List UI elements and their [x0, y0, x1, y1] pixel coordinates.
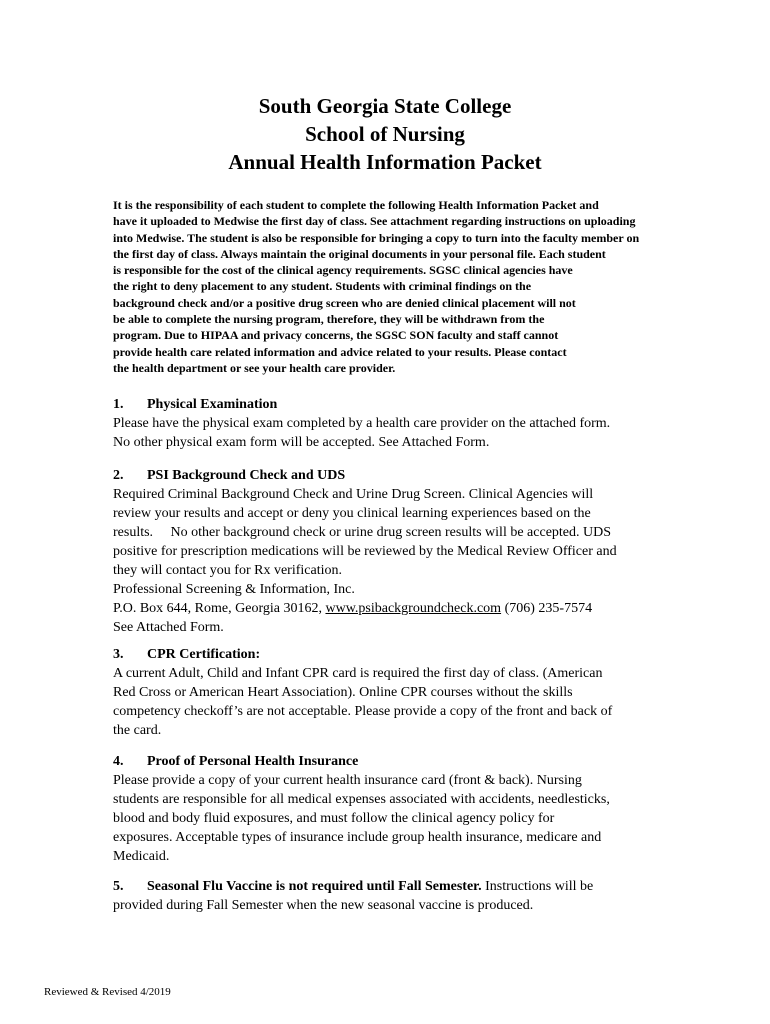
intro-line: provide health care related information and advice related to your results. Please contact	[113, 344, 567, 359]
section-physical-examination	[113, 395, 743, 452]
address-line	[113, 599, 743, 618]
section-line: No other physical exam form will be accepted. See Attached Form.	[113, 435, 490, 450]
section-line: Please provide a copy of your current health insurance card (front & back). Nursing	[113, 773, 582, 788]
section-title-suffix: Instructions will be	[481, 879, 594, 894]
address-text: P.O. Box 644, Rome, Georgia 30162,	[113, 601, 326, 616]
intro-line: be able to complete the nursing program, therefore, they will be withdrawn from the	[113, 312, 545, 327]
section-line: provided during Fall Semester when the new seasonal vaccine is produced.	[113, 898, 534, 913]
intro-line: background check and/or a positive drug screen who are denied clinical placement will not	[113, 295, 576, 310]
intro-line: is responsible for the cost of the clinical agency requirements. SGSC clinical agencies have	[113, 263, 573, 278]
section-line: Professional Screening & Information, Inc.	[113, 582, 355, 597]
phone-number: (706) 235-7574	[501, 601, 593, 616]
section-line: positive for prescription medications will be reviewed by the Medical Review Officer and	[113, 544, 617, 559]
section-line: Red Cross or American Heart Association). Online CPR courses without the skills	[113, 685, 573, 700]
section-heading	[113, 645, 743, 664]
section-line: the card.	[113, 723, 162, 738]
section-title: PSI Background Check and UDS	[147, 468, 346, 483]
intro-line: the first day of class. Always maintain the original documents in your personal file. Each student	[113, 246, 606, 261]
section-number: 5.	[113, 879, 124, 894]
section-heading	[113, 466, 743, 485]
college-name: South Georgia State College	[258, 94, 512, 118]
section-line: competency checkoff’s are not acceptable. Please provide a copy of the front and back of	[113, 704, 613, 719]
section-line: review your results and accept or deny you clinical learning experiences based on the	[113, 506, 591, 521]
section-cpr-certification	[113, 645, 743, 740]
section-line: they will contact you for Rx verification.	[113, 563, 342, 578]
section-background-check	[113, 466, 743, 637]
revision-footer: Reviewed & Revised 4/2019	[44, 986, 171, 998]
section-line: Please have the physical exam completed by a health care provider on the attached form.	[113, 416, 611, 431]
section-number: 3.	[113, 647, 124, 662]
section-line: Required Criminal Background Check and Urine Drug Screen. Clinical Agencies will	[113, 487, 594, 502]
section-line: students are responsible for all medical expenses associated with accidents, needlesticks,	[113, 792, 610, 807]
school-name: School of Nursing	[305, 122, 465, 146]
section-title: Physical Examination	[147, 397, 278, 412]
intro-line: the health department or see your health care provider.	[113, 360, 396, 375]
intro-paragraph	[113, 197, 733, 376]
section-number: 1.	[113, 397, 124, 412]
website-link[interactable]: www.psibackgroundcheck.com	[325, 601, 502, 616]
section-title: Proof of Personal Health Insurance	[147, 754, 359, 769]
packet-title: Annual Health Information Packet	[228, 150, 542, 174]
section-line: exposures. Acceptable types of insurance include group health insurance, medicare and	[113, 830, 602, 845]
section-number: 2.	[113, 468, 124, 483]
section-title: Seasonal Flu Vaccine is not required until Fall Semester.	[147, 879, 482, 894]
section-flu-vaccine	[113, 877, 743, 915]
intro-line: It is the responsibility of each student to complete the following Health Information Packet and	[113, 198, 599, 212]
section-heading	[113, 395, 743, 414]
intro-line: into Medwise. The student is also be responsible for bringing a copy to turn into the faculty member on	[113, 230, 640, 245]
section-heading	[113, 752, 743, 771]
section-number: 4.	[113, 754, 124, 769]
section-health-insurance	[113, 752, 743, 866]
section-line: blood and body fluid exposures, and must follow the clinical agency policy for	[113, 811, 555, 826]
intro-line: have it uploaded to Medwise the first day of class. See attachment regarding instructions on uploading	[113, 214, 636, 229]
section-heading	[113, 877, 743, 896]
section-title: CPR Certification:	[147, 647, 261, 662]
document-title	[0, 92, 770, 176]
intro-line: program. Due to HIPAA and privacy concerns, the SGSC SON faculty and staff cannot	[113, 328, 559, 343]
section-line: Medicaid.	[113, 849, 170, 864]
section-line: See Attached Form.	[113, 620, 224, 635]
intro-line: the right to deny placement to any student. Students with criminal findings on the	[113, 279, 532, 294]
section-line: results. No other background check or urine drug screen results will be accepted. UDS	[113, 525, 612, 540]
section-line: A current Adult, Child and Infant CPR card is required the first day of class. (American	[113, 666, 603, 681]
